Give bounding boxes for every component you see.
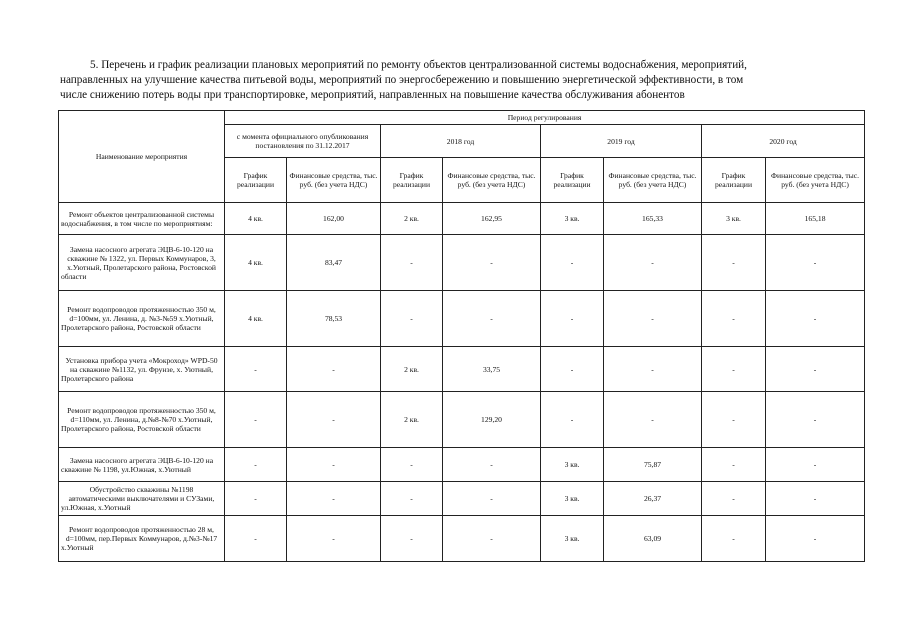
measure-name: Установка прибора учета «Мокроход» WPD-50 на скважине №1132, ул. Фрунзе, х. Уютный, Пролетарского района	[59, 347, 225, 392]
table-row	[59, 448, 865, 482]
finance-header: Финансовые средства, тыс. руб. (без учета НДС)	[766, 158, 865, 203]
table-cell: 3 кв.	[541, 448, 604, 482]
table-cell: 3 кв.	[541, 203, 604, 235]
schedule-header: График реализации	[541, 158, 604, 203]
table-cell: 78,53	[287, 291, 381, 347]
table-cell: -	[766, 392, 865, 448]
finance-header: Финансовые средства, тыс. руб. (без учета НДС)	[604, 158, 702, 203]
table-row	[59, 347, 865, 392]
table-cell: -	[702, 235, 766, 291]
table-cell: 162,95	[443, 203, 541, 235]
table-cell: -	[381, 516, 443, 562]
table-cell: -	[287, 347, 381, 392]
period-group-2017: с момента официального опубликования постановления по 31.12.2017	[225, 125, 381, 158]
table-cell: -	[702, 448, 766, 482]
measure-name: Замена насосного агрегата ЭЦВ-6-10-120 на скважине № 1198, ул.Южная, х.Уютный	[59, 448, 225, 482]
measure-name: Ремонт водопроводов протяженностью 350 м, d=100мм, ул. Ленина, д. №3-№59 х.Уютный, Пролетарского района, Ростовской области	[59, 291, 225, 347]
table-cell: -	[381, 291, 443, 347]
table-cell: 26,37	[604, 482, 702, 516]
schedule-header: График реализации	[225, 158, 287, 203]
period-group-2018: 2018 год	[381, 125, 541, 158]
measure-name: Ремонт водопроводов протяженностью 350 м, d=110мм, ул. Ленина, д.№8-№70 х.Уютный, Пролетарского района, Ростовской области	[59, 392, 225, 448]
table-cell: -	[766, 291, 865, 347]
measure-name: Обустройство скважины №1198 автоматическими выключателями и СУЗами, ул.Южная, х.Уютный	[59, 482, 225, 516]
table-row	[59, 482, 865, 516]
heading-line-2: направленных на улучшение качества питьевой воды, мероприятий по энергосбережению и повышению энергетической эффективности, в том	[60, 74, 744, 86]
table-cell: -	[443, 482, 541, 516]
measures-table	[58, 110, 865, 562]
table-cell: -	[702, 347, 766, 392]
table-cell: -	[381, 482, 443, 516]
heading-line-1: 5. Перечень и график реализации плановых мероприятий по ремонту объектов централизованной системы водоснабжения, мероприятий,	[90, 59, 747, 71]
table-cell: -	[381, 448, 443, 482]
name-column-header: Наименование мероприятия	[59, 111, 225, 203]
table-cell: -	[541, 392, 604, 448]
table-cell: -	[766, 516, 865, 562]
measure-name: Замена насосного агрегата ЭЦВ-6-10-120 на скважине № 1322, ул. Первых Коммунаров, 3, х.Уютный, Пролетарского района, Ростовской области	[59, 235, 225, 291]
table-row	[59, 392, 865, 448]
table-cell: -	[443, 291, 541, 347]
table-cell: 3 кв.	[541, 482, 604, 516]
table-cell: 4 кв.	[225, 203, 287, 235]
table-cell: -	[766, 347, 865, 392]
period-group-2020: 2020 год	[702, 125, 865, 158]
table-cell: -	[287, 448, 381, 482]
table-cell: 2 кв.	[381, 347, 443, 392]
table-row	[59, 235, 865, 291]
table-cell: 4 кв.	[225, 291, 287, 347]
finance-header: Финансовые средства, тыс. руб. (без учета НДС)	[287, 158, 381, 203]
measure-name: Ремонт водопроводов протяженностью 28 м, d=100мм, пер.Первых Коммунаров, д.№3-№17 х.Уютный	[59, 516, 225, 562]
table-cell: 165,18	[766, 203, 865, 235]
table-row	[59, 291, 865, 347]
table-cell: -	[541, 235, 604, 291]
table-cell: 83,47	[287, 235, 381, 291]
table-row	[59, 203, 865, 235]
table-cell: -	[287, 482, 381, 516]
table-cell: 4 кв.	[225, 235, 287, 291]
finance-header: Финансовые средства, тыс. руб. (без учета НДС)	[443, 158, 541, 203]
table-cell: -	[604, 347, 702, 392]
table-row	[59, 516, 865, 562]
table-cell: -	[443, 448, 541, 482]
schedule-header: График реализации	[702, 158, 766, 203]
period-header: Период регулирования	[225, 111, 865, 125]
schedule-header: График реализации	[381, 158, 443, 203]
table-cell: -	[381, 235, 443, 291]
table-cell: 63,09	[604, 516, 702, 562]
table-cell: 2 кв.	[381, 203, 443, 235]
table-cell: -	[541, 347, 604, 392]
table-cell: -	[766, 482, 865, 516]
table-cell: -	[766, 235, 865, 291]
table-cell: 129,20	[443, 392, 541, 448]
table-cell: -	[604, 392, 702, 448]
table-cell: -	[604, 291, 702, 347]
table-cell: -	[702, 516, 766, 562]
table-cell: 165,33	[604, 203, 702, 235]
document-heading	[60, 58, 860, 103]
measure-name: Ремонт объектов централизованной системы водоснабжения, в том числе по мероприятиям:	[59, 203, 225, 235]
table-cell: -	[443, 235, 541, 291]
table-cell: -	[702, 392, 766, 448]
table-cell: -	[225, 482, 287, 516]
table-cell: 33,75	[443, 347, 541, 392]
table-cell: -	[443, 516, 541, 562]
table-cell: 162,00	[287, 203, 381, 235]
table-cell: -	[225, 516, 287, 562]
table-cell: -	[287, 392, 381, 448]
table-cell: 3 кв.	[702, 203, 766, 235]
table-cell: -	[225, 347, 287, 392]
table-cell: -	[604, 235, 702, 291]
table-cell: -	[287, 516, 381, 562]
table-cell: 75,87	[604, 448, 702, 482]
table-cell: -	[702, 482, 766, 516]
table-cell: -	[766, 448, 865, 482]
table-cell: -	[541, 291, 604, 347]
table-cell: 3 кв.	[541, 516, 604, 562]
table-cell: -	[702, 291, 766, 347]
heading-line-3: числе снижению потерь воды при транспортировке, мероприятий, направленных на повышение качества обслуживания абонентов	[60, 89, 685, 101]
table-cell: -	[225, 448, 287, 482]
table-cell: -	[225, 392, 287, 448]
table-cell: 2 кв.	[381, 392, 443, 448]
period-group-2019: 2019 год	[541, 125, 702, 158]
